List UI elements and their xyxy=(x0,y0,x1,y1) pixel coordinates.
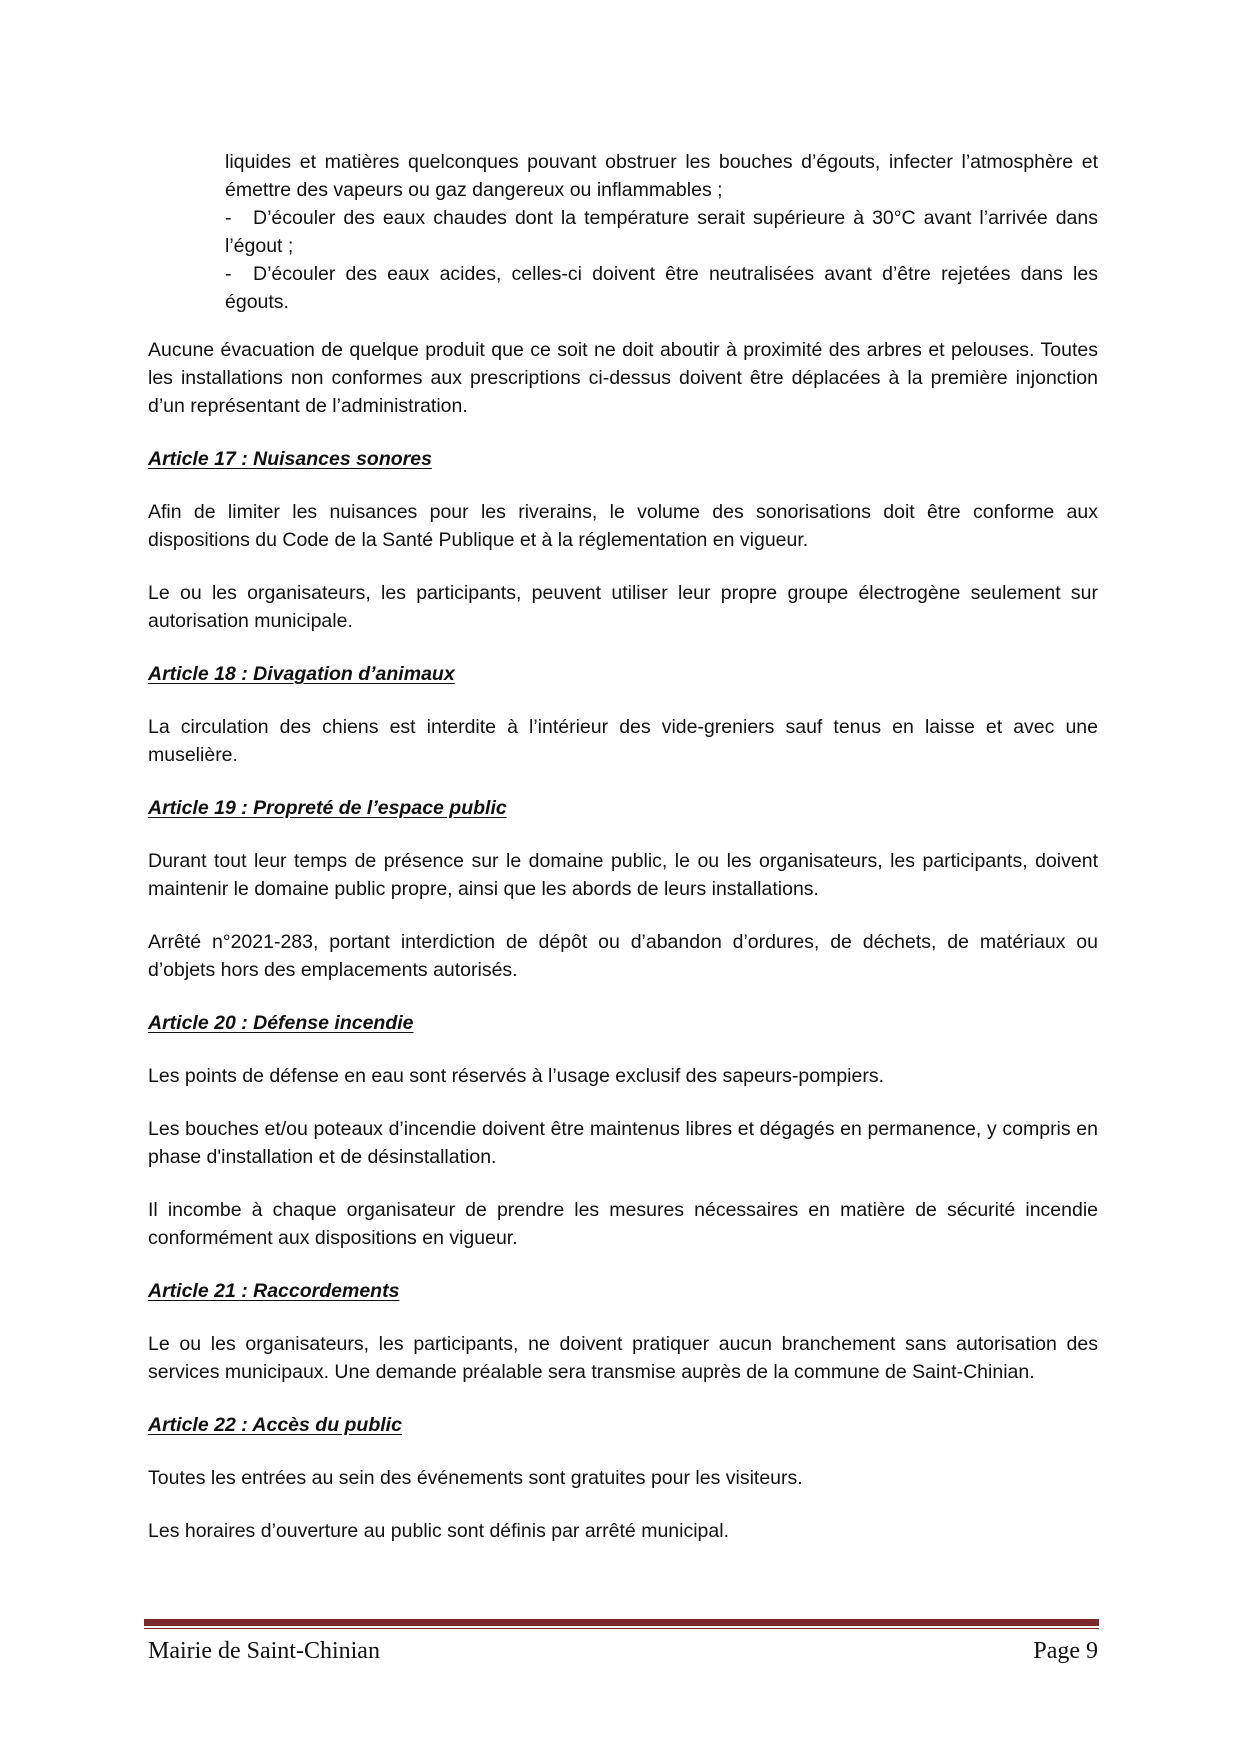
top-list xyxy=(148,148,1098,316)
list-item xyxy=(225,204,1098,260)
article-20-paragraph-1: Les points de défense en eau sont réservés à l’usage exclusif des sapeurs-pompiers. xyxy=(148,1065,885,1087)
footer-organization: Mairie de Saint-Chinian xyxy=(148,1638,380,1664)
article-20-heading: Article 20 : Défense incendie xyxy=(148,1012,414,1034)
article-19-heading: Article 19 : Propreté de l’espace public xyxy=(148,797,507,819)
article-22-heading: Article 22 : Accès du public xyxy=(148,1414,402,1436)
article-21-heading: Article 21 : Raccordements xyxy=(148,1280,400,1302)
article-19-paragraph-1: Durant tout leur temps de présence sur le domaine public, le ou les organisateurs, les participants, doivent maintenir le domaine public propre, ainsi que les abords de leurs installations. xyxy=(148,850,1098,900)
intro-paragraph: Aucune évacuation de quelque produit que ce soit ne doit aboutir à proximité des arbres et pelouses. Toutes les installations non conformes aux prescriptions ci-dessus doivent être déplacées à la première injonction d’un représentant de l’administration. xyxy=(148,339,1098,417)
page-body xyxy=(148,148,1098,1545)
list-dash: - xyxy=(225,263,232,285)
article-22-paragraph-2: Les horaires d’ouverture au public sont définis par arrêté municipal. xyxy=(148,1520,729,1542)
article-18-paragraph-1: La circulation des chiens est interdite à l’intérieur des vide-greniers sauf tenus en laisse et avec une muselière. xyxy=(148,716,1098,766)
article-18-heading: Article 18 : Divagation d’animaux xyxy=(148,663,455,685)
article-21-paragraph-1: Le ou les organisateurs, les participants, ne doivent pratiquer aucun branchement sans autorisation des services municipaux. Une demande préalable sera transmise auprès de la commune de Saint-Chinian. xyxy=(148,1333,1098,1383)
article-19-paragraph-2: Arrêté n°2021-283, portant interdiction de dépôt ou d’abandon d’ordures, de déchets, de matériaux ou d’objets hors des emplacements autorisés. xyxy=(148,931,1098,981)
article-17-paragraph-2: Le ou les organisateurs, les participants, peuvent utiliser leur propre groupe électrogène seulement sur autorisation municipale. xyxy=(148,582,1098,632)
footer-rule xyxy=(144,1619,1099,1626)
footer-rule-thin xyxy=(144,1628,1099,1629)
footer-page-number: Page 9 xyxy=(1033,1638,1098,1664)
article-17-heading: Article 17 : Nuisances sonores xyxy=(148,448,432,470)
article-20-paragraph-3: Il incombe à chaque organisateur de prendre les mesures nécessaires en matière de sécurité incendie conformément aux dispositions en vigueur. xyxy=(148,1199,1098,1249)
article-22-paragraph-1: Toutes les entrées au sein des événements sont gratuites pour les visiteurs. xyxy=(148,1467,803,1489)
list-continuation: liquides et matières quelconques pouvant obstruer les bouches d’égouts, infecter l’atmosphère et émettre des vapeurs ou gaz dangereux ou inflammables ; xyxy=(225,151,1098,201)
list-item-text: D’écouler des eaux acides, celles-ci doivent être neutralisées avant d’être rejetées dans les égouts. xyxy=(225,263,1098,313)
article-20-paragraph-2: Les bouches et/ou poteaux d’incendie doivent être maintenus libres et dégagés en permanence, y compris en phase d'installation et de désinstallation. xyxy=(148,1118,1098,1168)
list-dash: - xyxy=(225,207,232,229)
list-item-text: D’écouler des eaux chaudes dont la température serait supérieure à 30°C avant l’arrivée dans l’égout ; xyxy=(225,207,1098,257)
list-item xyxy=(225,260,1098,316)
article-17-paragraph-1: Afin de limiter les nuisances pour les riverains, le volume des sonorisations doit être conforme aux dispositions du Code de la Santé Publique et à la réglementation en vigueur. xyxy=(148,501,1098,551)
